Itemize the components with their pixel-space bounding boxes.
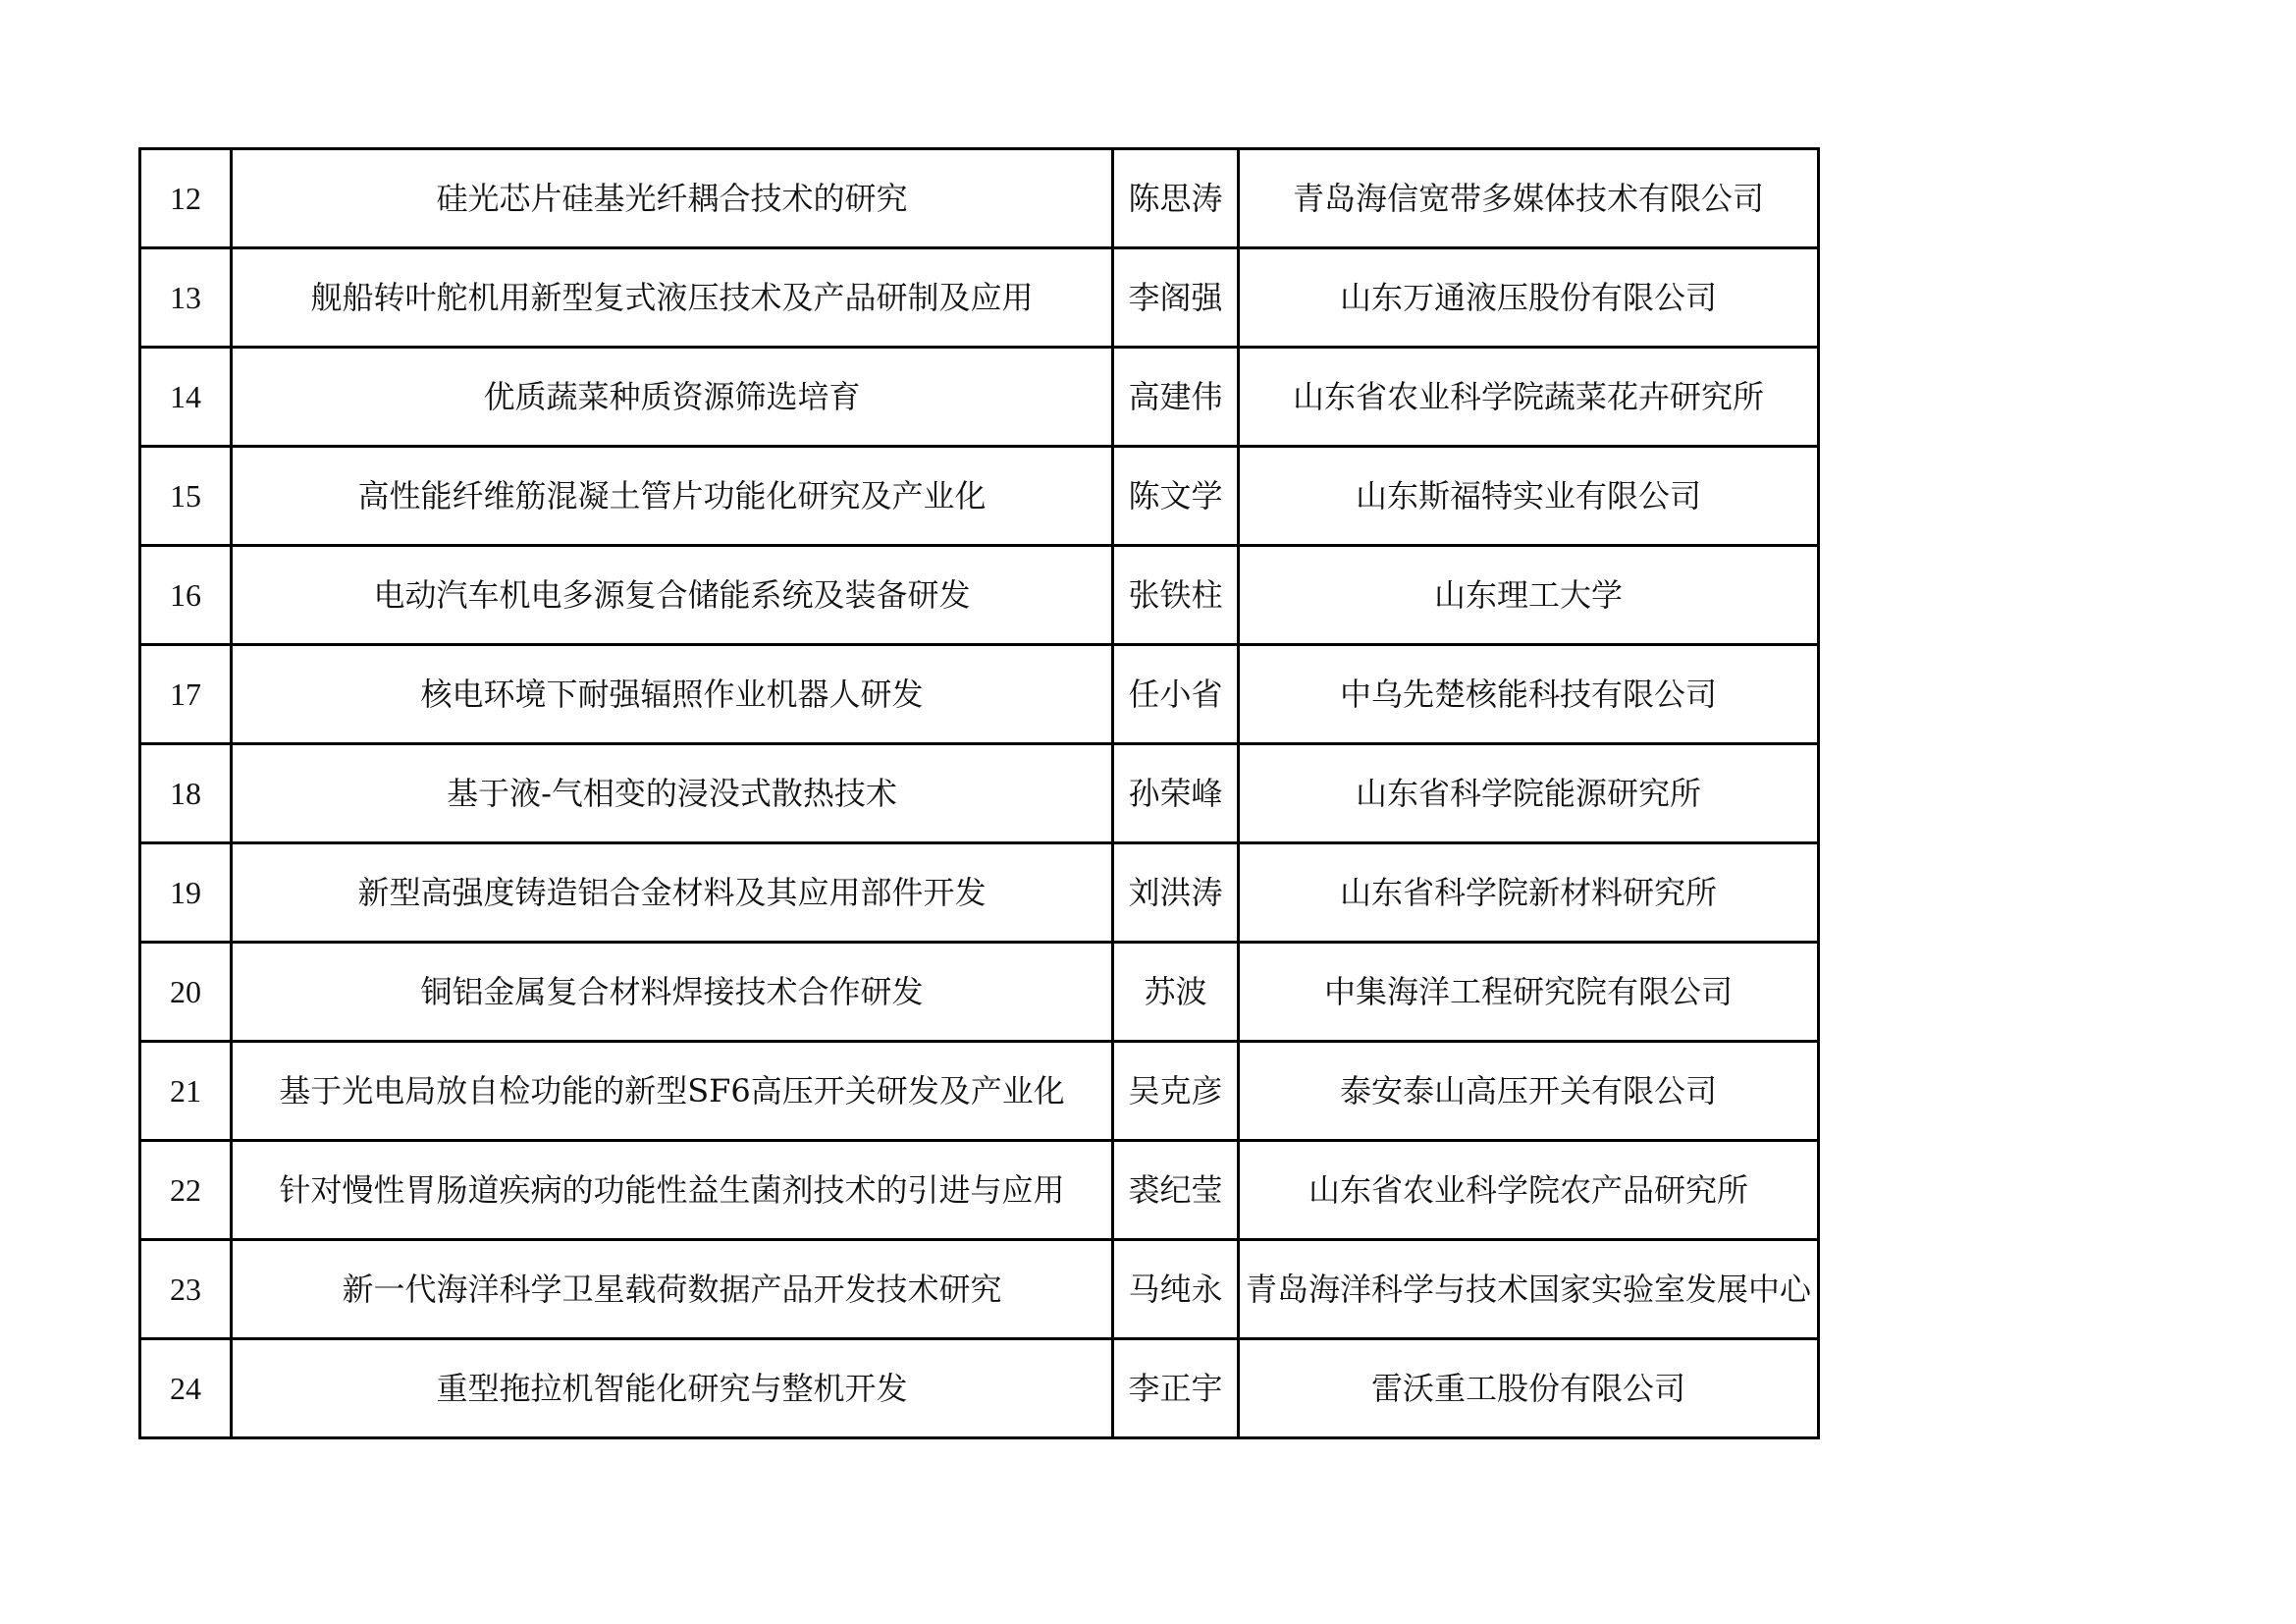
project-name: 舰船转叶舵机用新型复式液压技术及产品研制及应用 [232,248,1113,348]
project-name: 硅光芯片硅基光纤耦合技术的研究 [232,149,1113,248]
table-row [140,645,1819,744]
row-number: 15 [140,447,232,546]
organization: 雷沃重工股份有限公司 [1239,1339,1819,1438]
table-row [140,1042,1819,1141]
row-number: 22 [140,1141,232,1240]
table-row [140,447,1819,546]
project-leader: 李正宇 [1113,1339,1239,1438]
project-leader: 刘洪涛 [1113,843,1239,943]
organization: 山东省科学院能源研究所 [1239,744,1819,843]
table-row [140,943,1819,1042]
row-number: 13 [140,248,232,348]
project-leader: 吴克彦 [1113,1042,1239,1141]
project-name: 新型高强度铸造铝合金材料及其应用部件开发 [232,843,1113,943]
project-name: 核电环境下耐强辐照作业机器人研发 [232,645,1113,744]
organization: 山东斯福特实业有限公司 [1239,447,1819,546]
project-name: 重型拖拉机智能化研究与整机开发 [232,1339,1113,1438]
row-number: 14 [140,348,232,447]
project-name: 铜铝金属复合材料焊接技术合作研发 [232,943,1113,1042]
organization: 中乌先楚核能科技有限公司 [1239,645,1819,744]
project-name: 高性能纤维筋混凝土管片功能化研究及产业化 [232,447,1113,546]
project-leader: 张铁柱 [1113,546,1239,645]
project-leader: 任小省 [1113,645,1239,744]
table-row [140,348,1819,447]
project-name: 优质蔬菜种质资源筛选培育 [232,348,1113,447]
organization: 中集海洋工程研究院有限公司 [1239,943,1819,1042]
projects-table [138,147,1820,1439]
row-number: 21 [140,1042,232,1141]
table-row [140,1339,1819,1438]
table-row [140,1240,1819,1339]
organization: 山东省农业科学院农产品研究所 [1239,1141,1819,1240]
projects-table-body [140,149,1819,1438]
row-number: 17 [140,645,232,744]
table-row [140,248,1819,348]
organization: 青岛海信宽带多媒体技术有限公司 [1239,149,1819,248]
project-name: 基于液-气相变的浸没式散热技术 [232,744,1113,843]
organization: 青岛海洋科学与技术国家实验室发展中心 [1239,1240,1819,1339]
row-number: 24 [140,1339,232,1438]
project-name: 针对慢性胃肠道疾病的功能性益生菌剂技术的引进与应用 [232,1141,1113,1240]
table-row [140,843,1819,943]
project-leader: 李阁强 [1113,248,1239,348]
project-name: 电动汽车机电多源复合储能系统及装备研发 [232,546,1113,645]
organization: 山东省农业科学院蔬菜花卉研究所 [1239,348,1819,447]
project-leader: 高建伟 [1113,348,1239,447]
project-leader: 马纯永 [1113,1240,1239,1339]
table-row [140,744,1819,843]
project-leader: 陈文学 [1113,447,1239,546]
organization: 山东省科学院新材料研究所 [1239,843,1819,943]
table-row [140,546,1819,645]
row-number: 23 [140,1240,232,1339]
organization: 泰安泰山高压开关有限公司 [1239,1042,1819,1141]
row-number: 18 [140,744,232,843]
project-leader: 苏波 [1113,943,1239,1042]
project-leader: 裘纪莹 [1113,1141,1239,1240]
project-name: 基于光电局放自检功能的新型SF6高压开关研发及产业化 [232,1042,1113,1141]
organization: 山东理工大学 [1239,546,1819,645]
table-row [140,1141,1819,1240]
row-number: 12 [140,149,232,248]
project-name: 新一代海洋科学卫星载荷数据产品开发技术研究 [232,1240,1113,1339]
row-number: 16 [140,546,232,645]
project-leader: 陈思涛 [1113,149,1239,248]
project-leader: 孙荣峰 [1113,744,1239,843]
table-row [140,149,1819,248]
row-number: 20 [140,943,232,1042]
organization: 山东万通液压股份有限公司 [1239,248,1819,348]
row-number: 19 [140,843,232,943]
